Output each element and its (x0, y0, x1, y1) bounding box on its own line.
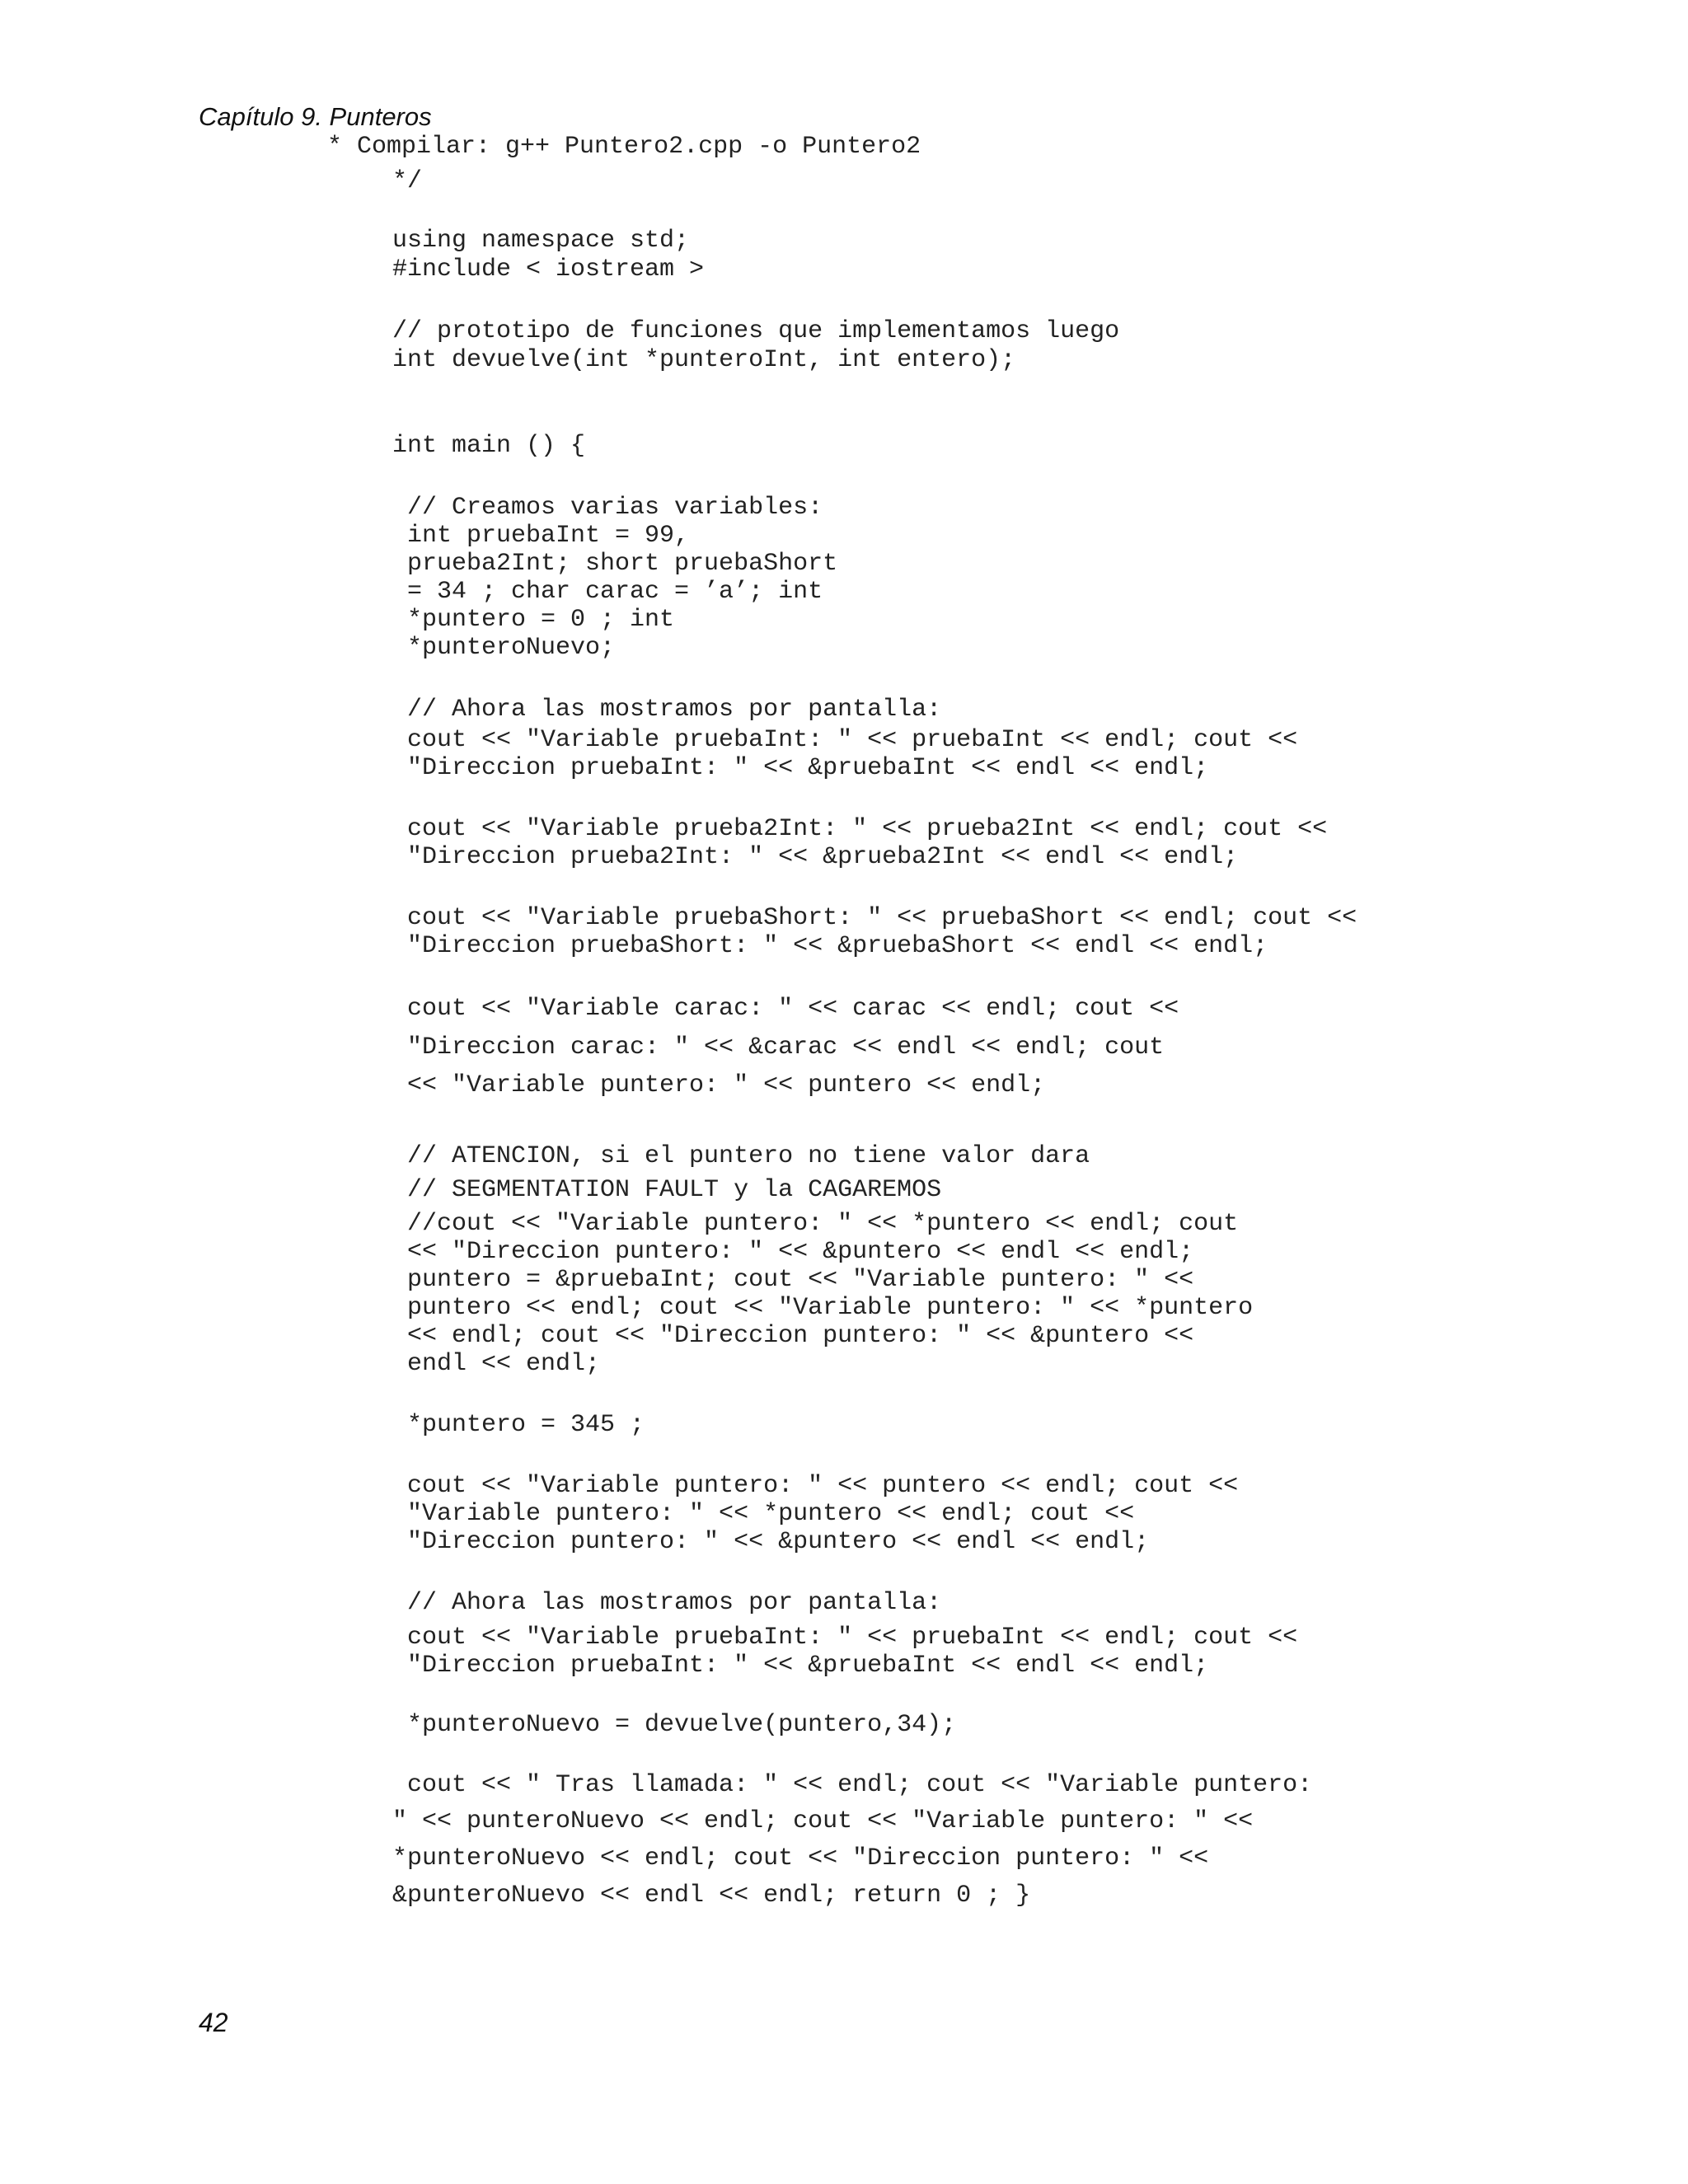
code-line: *punteroNuevo = devuelve(puntero,34); (407, 1711, 957, 1739)
code-line: "Direccion prueba2Int: " << &prueba2Int << endl << endl; (407, 843, 1239, 871)
code-line: prueba2Int; short pruebaShort (407, 550, 838, 578)
code-line: "Direccion pruebaShort: " << &pruebaShort << endl << endl; (407, 932, 1268, 960)
code-line: // Creamos varias variables: (407, 494, 823, 522)
code-line: "Direccion pruebaInt: " << &pruebaInt << endl << endl; (407, 1652, 1209, 1680)
code-line: *puntero = 345 ; (407, 1411, 645, 1439)
code-line: "Direccion pruebaInt: " << &pruebaInt << endl << endl; (407, 754, 1209, 782)
code-line: //cout << "Variable puntero: " << *puntero << endl; cout (407, 1210, 1239, 1238)
code-line: cout << "Variable carac: " << carac << endl; cout << (407, 995, 1179, 1023)
code-line: int devuelve(int *punteroInt, int entero); (392, 346, 1016, 374)
code-line: // prototipo de funciones que implementamos luego (392, 317, 1120, 345)
code-line: // Ahora las mostramos por pantalla: (407, 696, 942, 724)
code-line: cout << "Variable pruebaInt: " << pruebaInt << endl; cout << (407, 1624, 1298, 1652)
code-line: *punteroNuevo; (407, 634, 616, 662)
code-line: cout << "Variable pruebaShort: " << pruebaShort << endl; cout << (407, 904, 1357, 932)
page-number: 42 (199, 2008, 228, 2037)
code-line: endl << endl; (407, 1350, 601, 1378)
code-line: // Ahora las mostramos por pantalla: (407, 1589, 942, 1617)
code-line: cout << "Variable puntero: " << puntero << endl; cout << (407, 1472, 1239, 1500)
code-line: int main () { (392, 432, 586, 460)
code-line: puntero = &pruebaInt; cout << "Variable puntero: " << (407, 1266, 1194, 1294)
code-line: "Direccion carac: " << &carac << endl << endl; cout (407, 1033, 1165, 1062)
code-line: // ATENCION, si el puntero no tiene valor dara (407, 1142, 1090, 1170)
code-line: << endl; cout << "Direccion puntero: " << &puntero << (407, 1322, 1194, 1350)
code-line: #include < iostream > (392, 255, 705, 284)
code-line: puntero << endl; cout << "Variable puntero: " << *puntero (407, 1294, 1254, 1322)
code-line: cout << " Tras llamada: " << endl; cout << "Variable puntero: (407, 1771, 1313, 1799)
code-line: "Variable puntero: " << *puntero << endl; cout << (407, 1500, 1135, 1528)
code-line: */ (392, 167, 423, 195)
code-line: cout << "Variable pruebaInt: " << pruebaInt << endl; cout << (407, 726, 1298, 754)
code-line: int pruebaInt = 99, (407, 522, 690, 550)
code-line: << "Direccion puntero: " << &puntero << endl << endl; (407, 1238, 1194, 1266)
code-line: cout << "Variable prueba2Int: " << prueba2Int << endl; cout << (407, 815, 1328, 843)
code-line: &punteroNuevo << endl << endl; return 0 ; } (392, 1882, 1031, 1910)
code-line: *punteroNuevo << endl; cout << "Direccion puntero: " << (392, 1844, 1209, 1872)
chapter-header: Capítulo 9. Punteros (199, 102, 432, 131)
code-line: " << punteroNuevo << endl; cout << "Variable puntero: " << (392, 1807, 1254, 1835)
code-line: * Compilar: g++ Puntero2.cpp -o Puntero2 (327, 133, 921, 161)
code-line: using namespace std; (392, 227, 690, 255)
code-line: "Direccion puntero: " << &puntero << endl << endl; (407, 1528, 1150, 1556)
code-line: << "Variable puntero: " << puntero << endl; (407, 1071, 1046, 1099)
code-line: *puntero = 0 ; int (407, 606, 675, 634)
code-line: // SEGMENTATION FAULT y la CAGAREMOS (407, 1176, 942, 1204)
code-line: = 34 ; char carac = ’a’; int (407, 578, 823, 606)
